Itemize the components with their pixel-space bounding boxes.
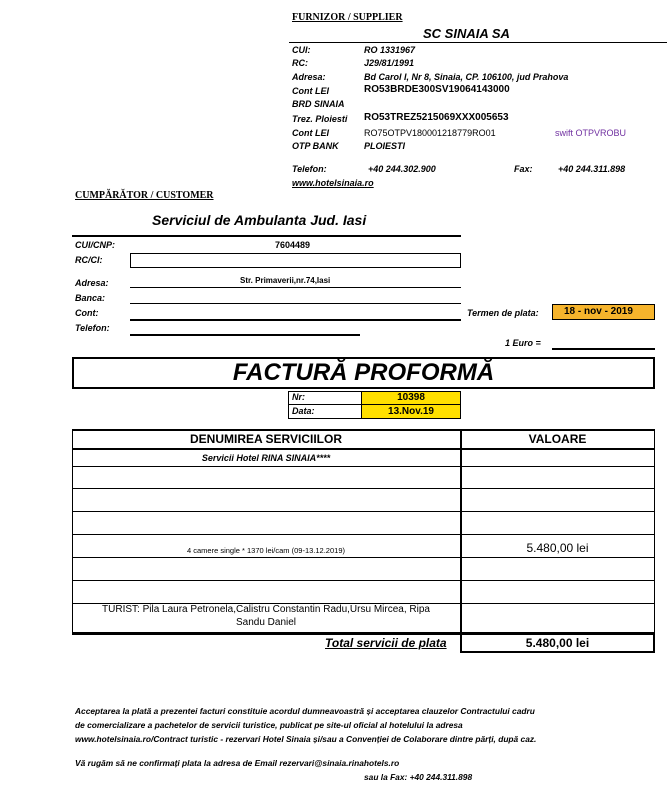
invoice-nr-label: Nr: (292, 392, 305, 402)
payment-term-label: Termen de plata: (467, 308, 539, 318)
row-line (72, 448, 655, 450)
supplier-address-label: Adresa: (292, 72, 326, 82)
supplier-rc-value: J29/81/1991 (364, 58, 415, 68)
euro-line (552, 348, 655, 350)
supplier-bank1-label: BRD SINAIA (292, 99, 345, 109)
supplier-bank2-label: OTP BANK (292, 141, 339, 151)
supplier-fax: +40 244.311.898 (558, 164, 626, 174)
supplier-trez-value: RO53TREZ5215069XXX005653 (364, 112, 509, 123)
supplier-heading: FURNIZOR / SUPPLIER (292, 12, 403, 23)
supplier-account2-value: RO75OTPV180001218779RO01 (364, 128, 496, 138)
supplier-cui-label: CUI: (292, 45, 311, 55)
supplier-fax-label: Fax: (514, 164, 533, 174)
row-line (72, 488, 655, 489)
customer-name: Serviciul de Ambulanta Jud. Iasi (152, 212, 367, 228)
customer-address: Str. Primaverii,nr.74,Iasi (240, 276, 331, 285)
table-top-border (72, 429, 655, 431)
row-line (72, 534, 655, 535)
row-line (72, 557, 655, 558)
customer-bank-line (130, 303, 461, 304)
customer-phone-label: Telefon: (75, 323, 110, 333)
supplier-account1-label: Cont LEI (292, 86, 329, 96)
tourist-line-1: TURIST: Pila Laura Petronela,Calistru Constantin Radu,Ursu Mircea, Ripa (102, 604, 430, 615)
customer-cui-label: CUI/CNP: (75, 240, 115, 250)
row-line (72, 466, 655, 467)
supplier-divider (289, 42, 667, 43)
customer-heading: CUMPĂRĂTOR / CUSTOMER (75, 190, 214, 201)
euro-label: 1 Euro = (505, 338, 541, 348)
payment-term: 18 - nov - 2019 (564, 306, 633, 317)
invoice-date: 13.Nov.19 (388, 406, 434, 417)
supplier-cui-value: RO 1331967 (364, 45, 416, 55)
item-description: 4 camere single * 1370 lei/cam (09-13.12.2019) (186, 546, 345, 555)
total-value: 5.480,00 lei (525, 636, 590, 650)
customer-address-label: Adresa: (75, 278, 109, 288)
supplier-address-value: Bd Carol I, Nr 8, Sinaia, CP. 106100, jud Prahova (364, 72, 569, 82)
supplier-account2-label: Cont LEI (292, 128, 329, 138)
footer-terms-line-1: Acceptarea la plată a prezentei facturi constituie acordul dumneavoastră și acceptarea clauzelor Contractului cadru (75, 706, 535, 716)
row-line (72, 511, 655, 512)
supplier-account1-value: RO53BRDE300SV19064143000 (364, 84, 510, 95)
col-header-value: VALOARE (528, 432, 587, 446)
row-line (72, 580, 655, 581)
supplier-trez-label: Trez. Ploiesti (292, 114, 348, 124)
supplier-name: SC SINAIA SA (423, 26, 510, 41)
customer-address-line (130, 287, 461, 288)
supplier-rc-label: RC: (292, 58, 308, 68)
supplier-website[interactable]: www.hotelsinaia.ro (292, 178, 374, 188)
supplier-phone-label: Telefon: (292, 164, 327, 174)
customer-bank-label: Banca: (75, 293, 106, 303)
supplier-phone: +40 244.302.900 (368, 164, 436, 174)
customer-phone-line (130, 334, 360, 336)
footer-confirm-line-1: Vă rugăm să ne confirmați plata la adresa de Email rezervari@sinaia.rinahotels.ro (75, 758, 400, 768)
customer-account-label: Cont: (75, 308, 99, 318)
supplier-bank2-value: PLOIESTI (364, 141, 406, 151)
footer-terms-line-2: de comercializare a pachetelor de servicii turistice, publicat pe site-ul oficial al hotelului la adresa (75, 720, 463, 730)
item-value: 5.480,00 lei (526, 541, 589, 555)
invoice-title: FACTURĂ PROFORMĂ (232, 359, 495, 386)
customer-account-line (130, 319, 461, 321)
invoice-date-label: Data: (292, 406, 315, 416)
tourist-line-2: Sandu Daniel (235, 617, 297, 628)
customer-rc-label: RC/CI: (75, 255, 103, 265)
service-title: Servicii Hotel RINA SINAIA**** (201, 453, 331, 463)
supplier-swift: swift OTPVROBU (555, 128, 627, 138)
customer-divider (72, 235, 461, 237)
customer-rc-field (130, 253, 461, 268)
invoice-nr: 10398 (397, 392, 425, 403)
footer-confirm-line-2: sau la Fax: +40 244.311.898 (364, 772, 473, 782)
customer-cui: 7604489 (275, 240, 311, 250)
total-label: Total servicii de plata (325, 636, 447, 650)
col-header-services: DENUMIREA SERVICIILOR (189, 432, 342, 446)
footer-terms-line-3: www.hotelsinaia.ro/Contract turistic - rezervari Hotel Sinaia și/sau a Convenției de Colaborare dintre părți, după caz. (75, 734, 537, 744)
